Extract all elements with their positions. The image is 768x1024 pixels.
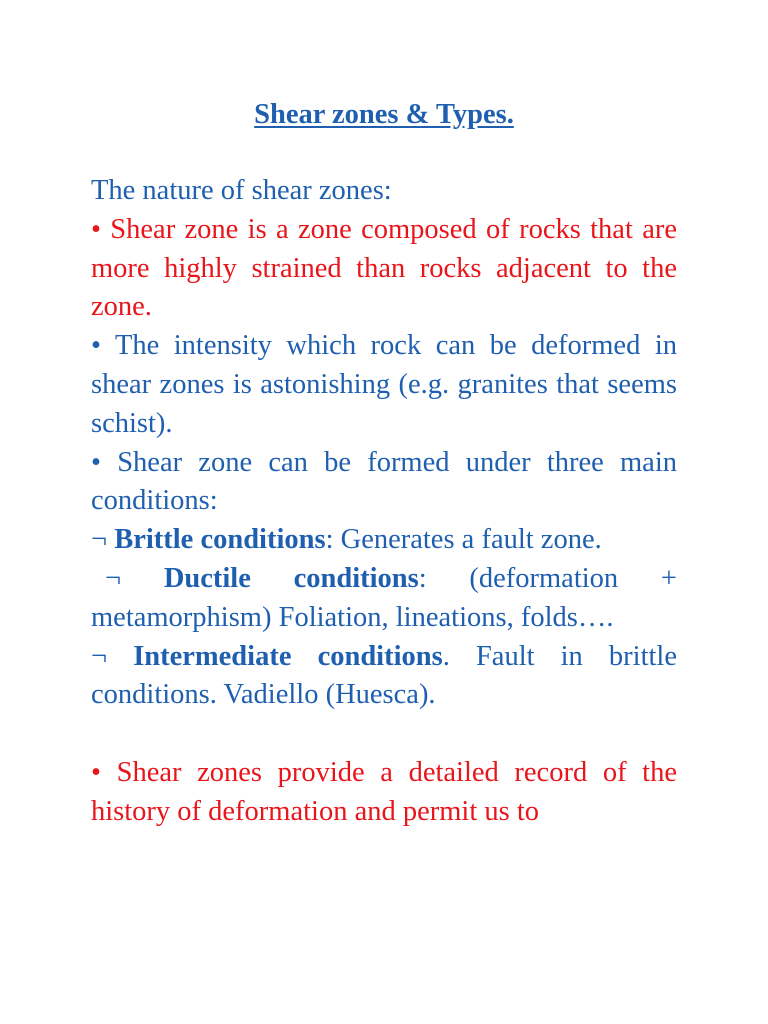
condition-marker: ¬ <box>91 524 115 556</box>
paragraph-spacer <box>91 715 677 754</box>
condition-term-ductile: Ductile conditions <box>163 562 419 594</box>
condition-ductile <box>91 560 677 638</box>
bullet-formation-conditions: • Shear zone can be formed under three main conditions: <box>91 446 677 517</box>
document-body <box>91 172 677 832</box>
condition-term-intermediate: Intermediate conditions <box>133 640 443 672</box>
bullet-shear-zone-definition: • Shear zone is a zone composed of rocks that are more highly strained than rocks adjacent to the zone. <box>91 213 677 323</box>
intro-line: The nature of shear zones: <box>91 175 392 206</box>
condition-brittle <box>91 521 677 560</box>
bullet-deformation-record: • Shear zones provide a detailed record of the history of deformation and permit us to <box>91 756 677 827</box>
condition-marker: ¬ <box>91 640 134 672</box>
condition-text-ductile: : (deformation + metamorphism) Foliation, lineations, folds…. <box>91 562 677 633</box>
condition-intermediate <box>91 638 677 716</box>
condition-text-brittle: : Generates a fault zone. <box>325 524 602 556</box>
bullet-deformation-intensity: • The intensity which rock can be deformed in shear zones is astonishing (e.g. granites that seems schist). <box>91 330 677 439</box>
condition-term-brittle: Brittle conditions <box>114 524 326 556</box>
condition-marker: ¬ <box>105 562 164 594</box>
document-title: Shear zones & Types. <box>254 99 514 130</box>
condition-text-intermediate: . Fault in brittle conditions. Vadiello (Huesca). <box>91 640 677 711</box>
